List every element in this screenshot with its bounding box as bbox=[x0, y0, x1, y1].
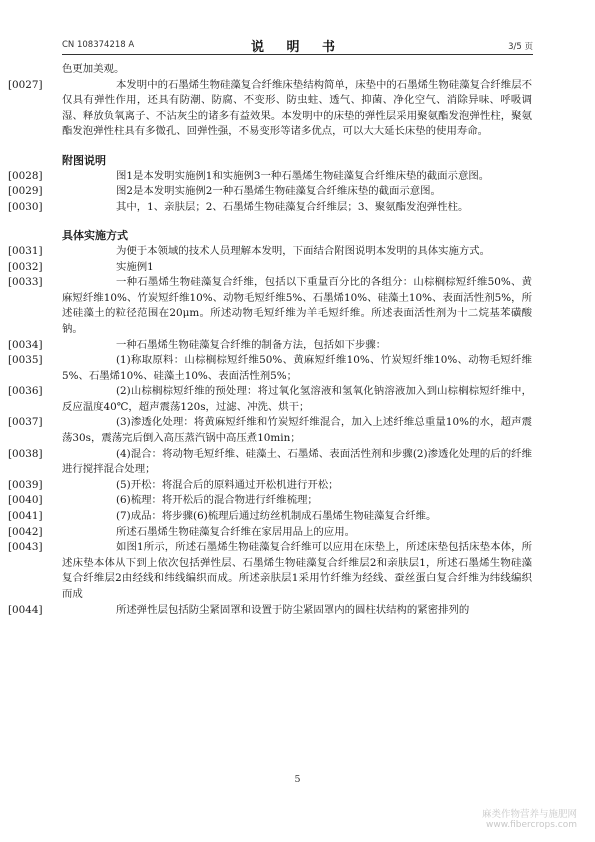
paragraph-number: [0043] bbox=[8, 541, 43, 554]
paragraph-number: [0027] bbox=[8, 78, 43, 91]
paragraph-number: [0040] bbox=[8, 494, 43, 507]
paragraph-text: 所述弹性层包括防尘紧固罩和设置于防尘紧固罩内的圆柱状结构的紧密排列的 bbox=[116, 603, 470, 616]
document-title: 说 明 书 bbox=[250, 40, 345, 55]
paragraph-text: 图2是本发明实施例2一种石墨烯生物硅藻复合纤维床垫的截面示意图。 bbox=[116, 185, 441, 198]
paragraph-number: [0037] bbox=[8, 416, 43, 429]
paragraph-text: 一种石墨烯生物硅藻复合纤维，包括以下重量百分比的各组分：山棕榈棕短纤维50%、黄麻短纤维10%、竹炭短纤维10%、动物毛短纤维5%、石墨烯10%、硅藻土10%、表面活性剂5%，所述硅藻土的粒径范围在20μm。所述动物毛短纤维为羊毛短纤维。所述表面活性剂为十二烷基苯磺酸钠。 bbox=[62, 276, 532, 335]
paragraph-number: [0034] bbox=[8, 338, 43, 351]
paragraph-number: [0044] bbox=[8, 603, 43, 616]
paragraph-0032 bbox=[8, 260, 532, 276]
paragraph-text: (6)梳理：将开松后的混合物进行纤维梳理； bbox=[116, 494, 318, 507]
paragraph-text: (7)成品：将步骤(6)梳理后通过纺丝机制成石墨烯生物硅藻复合纤维。 bbox=[116, 510, 437, 523]
paragraph-text: 图1是本发明实施例1和实施例3一种石墨烯生物硅藻复合纤维床垫的截面示意图。 bbox=[116, 169, 490, 182]
paragraph-0030 bbox=[8, 200, 532, 216]
paragraph-text: 一种石墨烯生物硅藻复合纤维的制备方法，包括如下步骤： bbox=[116, 338, 387, 351]
publication-number: CN 108374218 A bbox=[62, 40, 135, 50]
paragraph-0028 bbox=[8, 169, 532, 185]
paragraph-0044 bbox=[8, 603, 532, 619]
paragraph-text: 所述石墨烯生物硅藻复合纤维在家居用品上的应用。 bbox=[116, 525, 355, 538]
paragraph-number: [0032] bbox=[8, 260, 43, 273]
page-header bbox=[62, 36, 533, 55]
paragraph-number: [0028] bbox=[8, 169, 43, 182]
paragraph-0039 bbox=[8, 478, 532, 494]
paragraph-text: 本发明中的石墨烯生物硅藻复合纤维床垫结构简单，床垫中的石墨烯生物硅藻复合纤维层不仅具有弹性作用，还具有防潮、防腐、不变形、防虫蛀、透气、抑菌、净化空气、消除异味、呼吸调湿、释放负氧离子、不沾灰尘的诸多有益效果。本发明中的床垫的弹性层采用聚氨酯发泡弹性柱，聚氨酯发泡弹性柱具有多微孔、回弹性强，不易变形等诸多优点，可以大大延长床垫的使用寿命。 bbox=[62, 78, 532, 138]
page-indicator: 3/5 页 bbox=[508, 42, 533, 52]
paragraph-0037 bbox=[8, 415, 532, 446]
paragraph-number: [0039] bbox=[8, 478, 43, 491]
paragraph-text: (4)混合：将动物毛短纤维、硅藻土、石墨烯、表面活性剂和步骤(2)渗透化处理的后的纤维进行搅拌混合处理； bbox=[62, 447, 532, 476]
paragraph-number: [0029] bbox=[8, 185, 43, 198]
paragraph-0043 bbox=[8, 540, 532, 602]
paragraph-0042 bbox=[8, 525, 532, 541]
paragraph-0034 bbox=[8, 338, 532, 354]
paragraph-0035 bbox=[8, 353, 532, 384]
paragraph-number: [0042] bbox=[8, 525, 43, 538]
paragraph-number: [0031] bbox=[8, 244, 43, 257]
paragraph-0036 bbox=[8, 384, 532, 415]
paragraph-text: 如图1所示，所述石墨烯生物硅藻复合纤维可以应用在床垫上，所述床垫包括床垫本体，所述床垫本体从下到上依次包括弹性层、石墨烯生物硅藻复合纤维层2和亲肤层1，所述石墨烯生物硅藻复合纤维层2由经线和纬线编织而成。所述亲肤层1采用竹纤维为经线、蚕丝蛋白复合纤维为纬线编织而成 bbox=[62, 541, 532, 600]
paragraph-number: [0041] bbox=[8, 510, 43, 523]
paragraph-text: (2)山棕榈棕短纤维的预处理：将过氧化氢溶液和氢氧化钠溶液加入到山棕榈棕短纤维中，反应温度40℃，超声震荡120s，过滤、冲洗、烘干； bbox=[62, 385, 532, 413]
continued-text: 色更加美观。 bbox=[62, 63, 125, 75]
paragraph-0041 bbox=[8, 509, 532, 525]
paragraph-0027 bbox=[8, 78, 532, 140]
paragraph-text: 为便于本领域的技术人员理解本发明，下面结合附图说明本发明的具体实施方式。 bbox=[116, 244, 491, 257]
section-heading-embodiments: 具体实施方式 bbox=[62, 229, 128, 243]
watermark-site-name: 麻类作物营养与施肥网 bbox=[481, 809, 577, 820]
paragraph-number: [0035] bbox=[8, 354, 43, 367]
paragraph-0029 bbox=[8, 184, 532, 200]
watermark-url: www.fibercrops.com bbox=[486, 820, 577, 830]
paragraph-0040 bbox=[8, 493, 532, 509]
paragraph-0033 bbox=[8, 275, 532, 337]
paragraph-0031 bbox=[8, 244, 532, 260]
section-heading-drawings: 附图说明 bbox=[62, 153, 106, 167]
paragraph-text: (1)称取原料：山棕榈棕短纤维50%、黄麻短纤维10%、竹炭短纤维10%、动物毛短纤维5%、石墨烯10%、硅藻土10%、表面活性剂5%； bbox=[62, 354, 532, 382]
paragraph-0038 bbox=[8, 447, 532, 478]
page-number: 5 bbox=[294, 774, 301, 785]
paragraph-number: [0033] bbox=[8, 276, 43, 289]
document-body bbox=[8, 62, 532, 618]
paragraph-text: (3)渗透化处理：将黄麻短纤维和竹炭短纤维混合，加入上述纤维总重量10%的水，超声震荡30s，震荡完后倒入高压蒸汽锅中高压煮10min； bbox=[62, 416, 532, 445]
paragraph-number: [0038] bbox=[8, 447, 43, 460]
paragraph-number: [0030] bbox=[8, 200, 43, 213]
paragraph-text: (5)开松：将混合后的原料通过开松机进行开松； bbox=[116, 478, 339, 491]
watermark bbox=[482, 806, 577, 830]
paragraph-text: 其中，1、亲肤层；2、石墨烯生物硅藻复合纤维层；3、聚氨酯发泡弹性柱。 bbox=[116, 200, 469, 213]
paragraph-number: [0036] bbox=[8, 385, 43, 398]
paragraph-text: 实施例1 bbox=[116, 260, 154, 273]
